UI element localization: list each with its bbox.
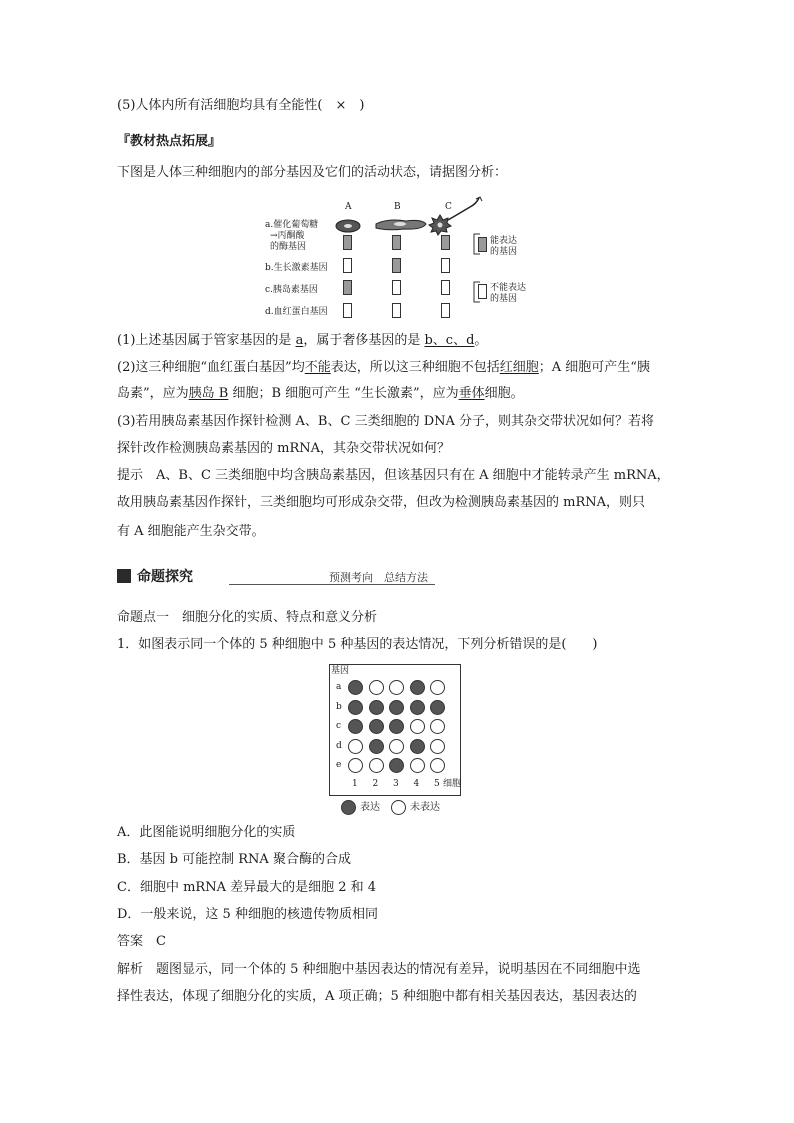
answer-2-line-2: 岛素”，应为胰岛 B 细胞；B 细胞可产生 “生长激素”，应为垂体细胞。 [117,386,524,401]
gene-c-cell-A-box [343,280,352,295]
answer-label: 答案 C [117,934,166,949]
hint-line-1: 提示 A、B、C 三类细胞中均含胰岛素基因，但该基因只有在 A 细胞中才能转录产生 mRNA， [117,468,670,483]
gene-c-cell-3-dot [389,719,404,734]
gene-b-cell-2-dot [369,700,384,715]
option-a: A．此图能说明细胞分化的实质 [117,825,296,840]
gene-d-cell-B-box [392,303,401,318]
gene-d-cell-2-dot [369,739,384,754]
legend-on-label-2: 的基因 [490,247,518,257]
cell-illustrations [330,195,490,240]
section-header [117,566,435,588]
intro-text: 下图是人体三种细胞内的部分基因及它们的活动状态，请据图分析： [117,165,508,180]
gene-b-cell-3-dot [389,700,404,715]
cell-b-nucleus [394,222,406,226]
gene-e-cell-2-dot [369,758,384,773]
legend-expressed-dot [341,800,356,815]
gene-d-cell-3-dot [389,739,404,754]
gene-a-label-3: 的酶基因 [270,242,307,252]
option-d: D．一般来说，这 5 种细胞的核遗传物质相同 [117,907,378,922]
gene-c-cell-2-dot [369,719,384,734]
point-1-heading: 命题点一 细胞分化的实质、特点和意义分析 [117,610,378,625]
gene-c-label: c.胰岛素基因 [265,285,318,295]
hint-line-2: 故用胰岛素基因作探针，三类细胞均可形成杂交带，但改为检测胰岛素基因的 mRNA，则只 [117,495,646,510]
section-subtitle: 预测考向 总结方法 [329,571,428,584]
gene-a-cell-3-dot [389,680,404,695]
cell-b-label: B [394,202,401,212]
col-label-2: 2 [372,779,379,789]
cell-a-nucleus [344,224,352,228]
gene-a-cell-B-box [392,235,401,250]
option-b: B．基因 b 可能控制 RNA 聚合酶的合成 [117,852,351,867]
gene-b-cell-A-box [343,258,352,273]
gene-a-label-1: a.催化葡萄糖 [265,220,319,230]
answer-2-line-1: (2)这三种细胞“血红蛋白基因”均不能表达，所以这三种细胞不包括红细胞；A 细胞可产生“胰 [117,360,650,375]
analysis-line-2: 择性表达，体现了细胞分化的实质，A 项正确；5 种细胞中都有相关基因表达，基因表达的 [117,989,637,1004]
cell-c-label: C [445,202,452,212]
gene-b-cell-1-dot [348,700,363,715]
gene-d-cell-4-dot [410,739,425,754]
gene-e-cell-3-dot [389,758,404,773]
gene-e-cell-4-dot [410,758,425,773]
legend-on-box [478,237,487,252]
gene-a-label-2: →丙酮酸 [270,231,305,241]
gene-c-cell-1-dot [348,719,363,734]
col-label-4: 4 [413,779,420,789]
expansion-title: 『教材热点拓展』 [117,134,222,149]
gene-d-cell-A-box [343,303,352,318]
row-label-a: a [336,682,342,692]
col-label-3: 3 [393,779,399,789]
row-label-b: b [336,701,342,712]
col-suffix: 细胞 [443,779,462,789]
option-c: C．细胞中 mRNA 差异最大的是细胞 2 和 4 [117,880,377,895]
gene-b-cell-4-dot [410,700,425,715]
gene-d-cell-1-dot [348,739,363,754]
q5-statement: (5)人体内所有活细胞均具有全能性( × ) [117,98,365,113]
row-label-c: c [336,721,342,731]
cell-c-nucleus [438,223,443,228]
legend-off-label-1: 不能表达 [490,283,527,293]
question-3-line-1: (3)若用胰岛素基因作探针检测 A、B、C 三类细胞的 DNA 分子，则其杂交带状况如何？若将 [117,414,655,429]
legend-expressed-label: 表达 [360,802,380,813]
legend-on-label-1: 能表达 [490,236,518,246]
gene-b-cell-5-dot [430,700,445,715]
gene-b-cell-C-box [441,258,450,273]
gene-a-cell-4-dot [410,680,425,695]
gene-c-cell-C-box [441,280,450,295]
legend-off-label-2: 的基因 [490,294,518,304]
gene-e-cell-1-dot [348,758,363,773]
legend-not-expressed-label: 未表达 [410,802,440,813]
gene-d-cell-C-box [441,303,450,318]
gene-b-label: b.生长激素基因 [265,263,328,273]
gene-a-cell-1-dot [348,680,363,695]
col-label-1: 1 [352,779,358,789]
cell-a-label: A [345,202,352,212]
question-1: 1．如图表示同一个体的 5 种细胞中 5 种基因的表达情况，下列分析错误的是( ) [117,637,598,652]
gene-c-cell-5-dot [430,719,445,734]
gene-a-cell-5-dot [430,680,445,695]
question-3-line-2: 探针改作检测胰岛素基因的 mRNA，其杂交带状况如何？ [117,441,451,456]
answer-1: (1)上述基因属于管家基因的是 a，属于奢侈基因的是 b、c、d。 [117,333,488,348]
legend-not-expressed-dot [391,800,406,815]
gene-a-cell-2-dot [369,680,384,695]
grid-header: 基因 [331,666,350,676]
legend-off-box [478,284,487,299]
gene-c-cell-B-box [392,280,401,295]
gene-b-cell-B-box [392,258,401,273]
gene-e-cell-5-dot [430,758,445,773]
row-label-d: d [336,740,342,751]
gene-c-cell-4-dot [410,719,425,734]
gene-d-cell-5-dot [430,739,445,754]
row-label-e: e [336,760,342,770]
cell-c-axon [448,198,479,220]
gene-a-cell-A-box [343,235,352,250]
hint-line-3: 有 A 细胞能产生杂交带。 [117,524,265,539]
col-label-5: 5 [434,779,440,789]
analysis-line-1: 解析 题图显示，同一个体的 5 种细胞中基因表达的情况有差异，说明基因在不同细胞中选 [117,962,641,977]
section-square-icon [117,569,131,583]
gene-a-cell-C-box [441,235,450,250]
gene-d-label: d.血红蛋白基因 [265,307,328,317]
section-title: 命题探究 [137,569,193,585]
